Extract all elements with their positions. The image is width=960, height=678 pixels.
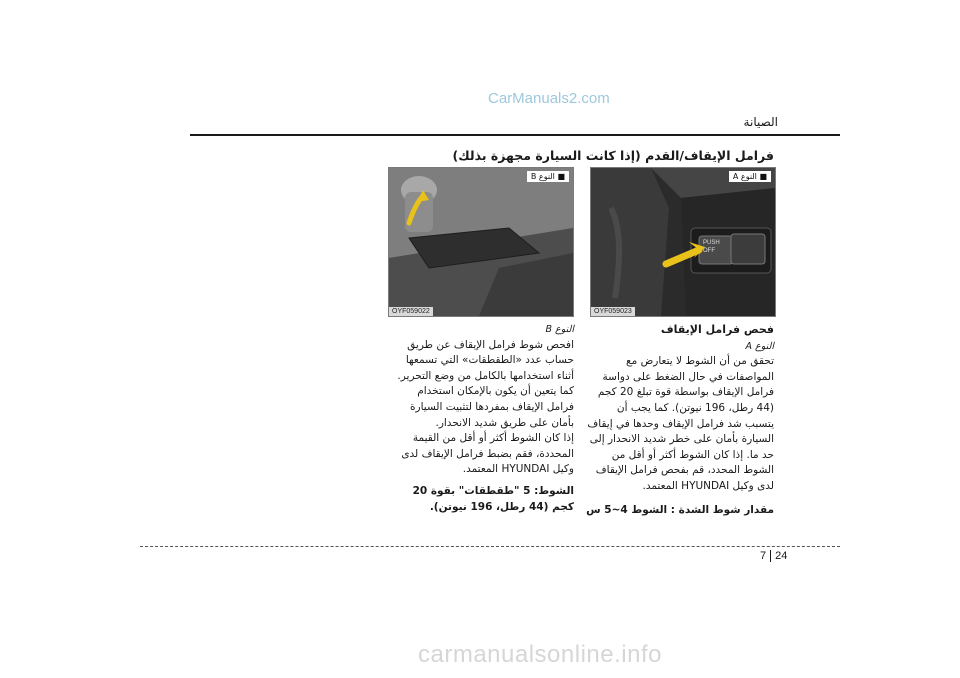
watermark-bottom: carmanualsonline.info [418,641,662,668]
type-a-spec: مقدار شوط الشدة : الشوط 4~5 س [586,503,774,516]
figure-a-photo [590,167,776,317]
pedal-release-illustration [591,168,775,316]
section-title: الصيانة [743,115,778,129]
page-heading: فرامل الإيقاف/القدم (إذا كانت السيارة مجهزة بذلك) [452,148,774,163]
figure-b-code: OYF059022 [389,307,433,316]
off-button-text: OFF [703,248,715,254]
type-b-spec: الشوط: 5 "طقطقات" بقوة 20 كجم (44 رطل، 196 نيوتن). [412,484,574,513]
top-divider [190,134,840,136]
figure-b-label: ■ النوع B [527,171,569,182]
type-b-instructions-1: افحص شوط فرامل الإيقاف عن طريق حساب عدد «الطقطقات» التي تسمعها أثناء استخدامها بالكامل من وضع التحرير. [397,338,574,382]
right-column [586,322,774,518]
type-b-ref: النوع B [545,324,574,335]
figure-a-label: ■ النوع A [729,171,771,182]
figure-a-code: OYF059023 [591,307,635,316]
page-number-separator [770,550,771,562]
type-b-instructions-3: إذا كان الشوط أكثر أو أقل من القيمة المحددة، فقم بضبط فرامل الإيقاف لدى وكيل HYUNDAI المعتمد. [401,432,574,476]
type-b-instructions-2: كما يتعين أن يكون بالإمكان استخدام فرامل الإيقاف بمفردها لتثبيت السيارة بأمان على طريق شديد الانحدار. [410,385,574,429]
push-button-text: PUSH [703,240,720,246]
type-a-ref: النوع A [745,340,774,352]
parking-lever-illustration [389,168,573,316]
figure-b-photo [388,167,574,317]
left-column [388,322,574,515]
chapter-number: 7 [760,550,767,562]
check-parking-brake-subtitle: فحص فرامل الإيقاف [660,323,774,336]
page-number [760,550,787,562]
footer-divider [140,546,840,547]
page-number-value: 24 [775,550,788,562]
watermark-top: CarManuals2.com [488,90,610,107]
type-a-instructions: تحقق من أن الشوط لا يتعارض مع المواصفات في حال الضغط على دواسة فرامل الإيقاف بواسطة قوة تبلغ 20 كجم (44 رطل، 196 نيوتن). كما يجب أن يتسبب شد فرامل الإيقاف وحدها في إيقاف السيارة بأمان على خطر شديد الانحدار إلى حد ما. إذا كان الشوط أكثر أو أقل من الشوط المحدد، قم بفحص فرامل الإيقاف لدى وكيل HYUNDAI المعتمد. [587,355,774,492]
